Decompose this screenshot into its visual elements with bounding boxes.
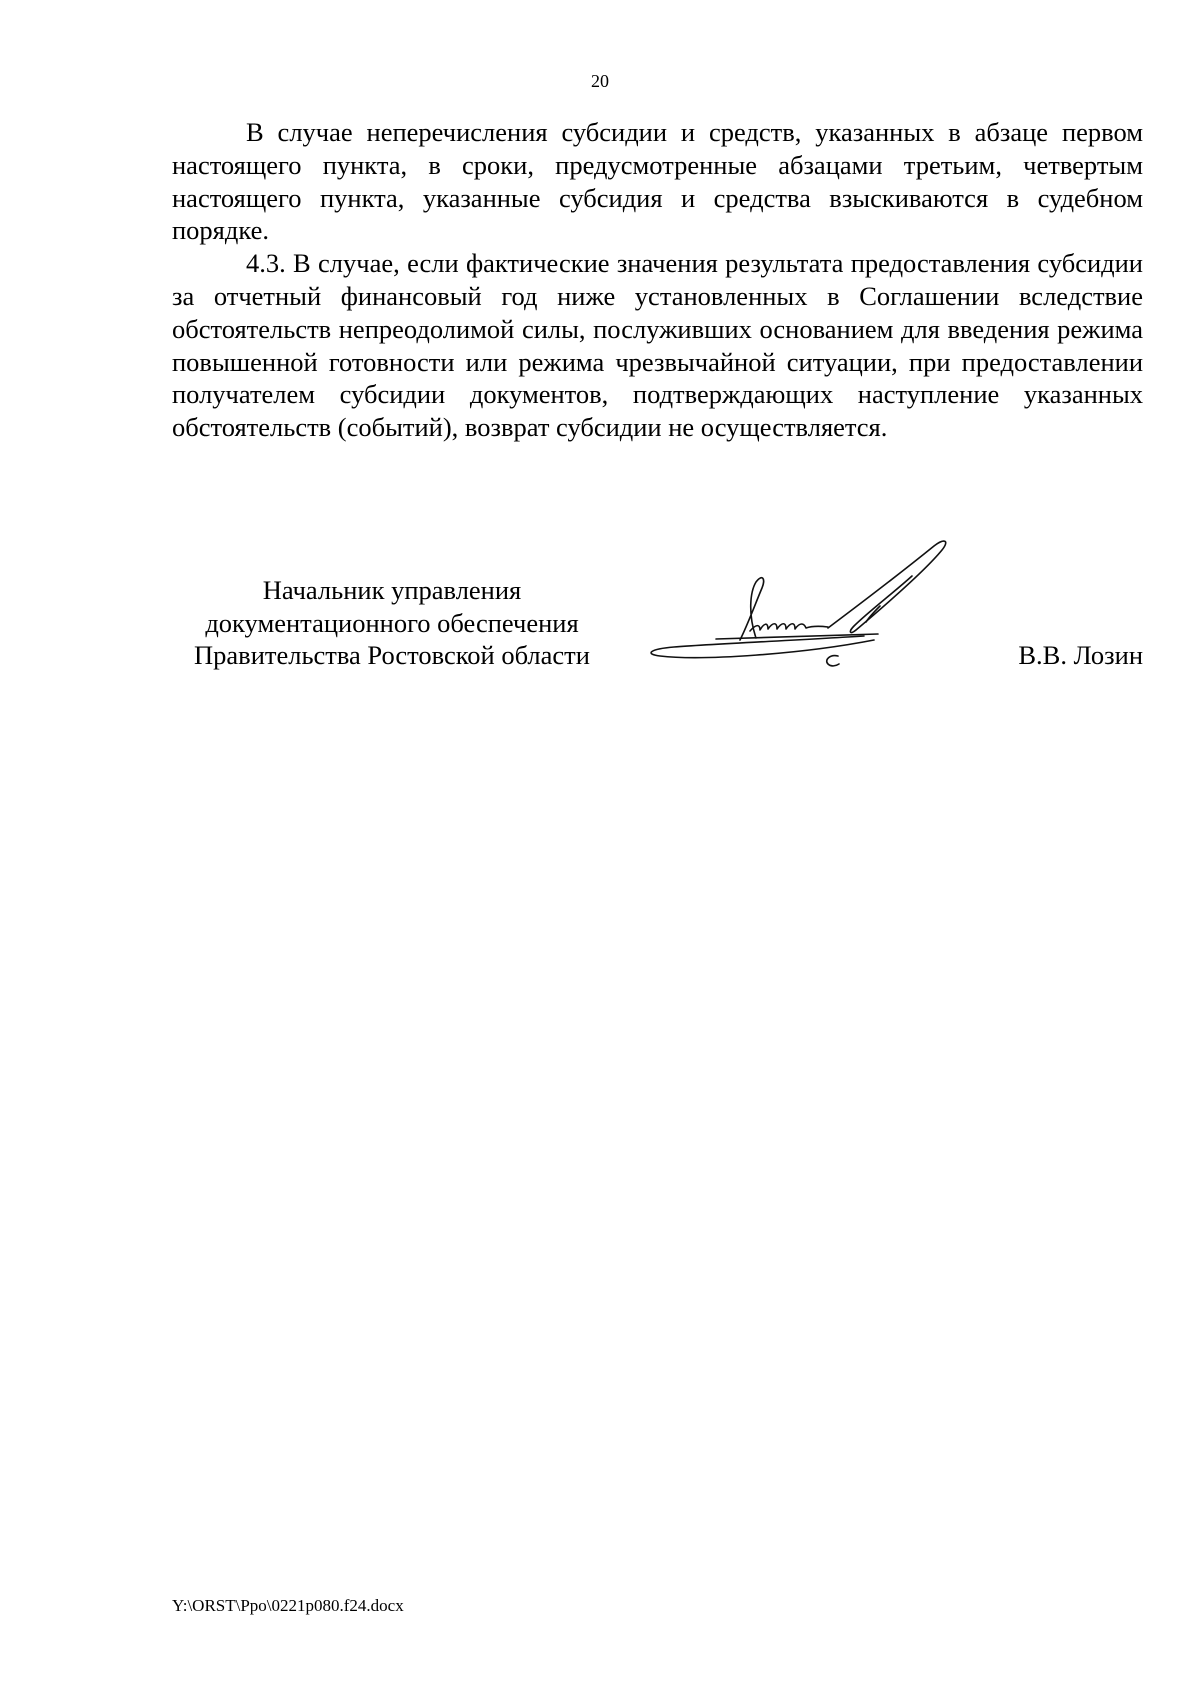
handwritten-signature — [642, 536, 982, 694]
paragraph-non-transfer: В случае неперечисления субсидии и средств, указанных в абзаце первом настоящего пункта, в сроки, предусмотренные абзацами третьим, четвертым настоящего пункта, указанные субсидия и средства взыскиваются в судебном порядке. — [172, 117, 1143, 246]
signature-block — [172, 574, 1143, 714]
footer-file-path: Y:\ORST\Ppo\0221p080.f24.docx — [172, 1596, 404, 1615]
signer-position-line: документационного обеспечения — [205, 607, 579, 638]
signer-position-line: Начальник управления — [262, 575, 522, 605]
paragraph-4-3: 4.3. В случае, если фактические значения результата предоставления субсидии за отчетный финансовый год ниже установленных в Соглашении вследствие обстоятельств непреодолимой силы, послуживших основанием для введения режима повышенной готовности или режима чрезвычайной ситуации, при предоставлении получателем субсидии документов, подтверждающих наступление указанных обстоятельств (событий), возврат субсидии не осуществляется. — [172, 248, 1143, 443]
signer-name: В.В. Лозин — [1018, 640, 1143, 670]
signer-position-line: Правительства Ростовской области — [194, 640, 590, 670]
page-number: 20 — [591, 71, 609, 91]
signer-position — [172, 574, 612, 672]
document-body — [172, 116, 1143, 444]
